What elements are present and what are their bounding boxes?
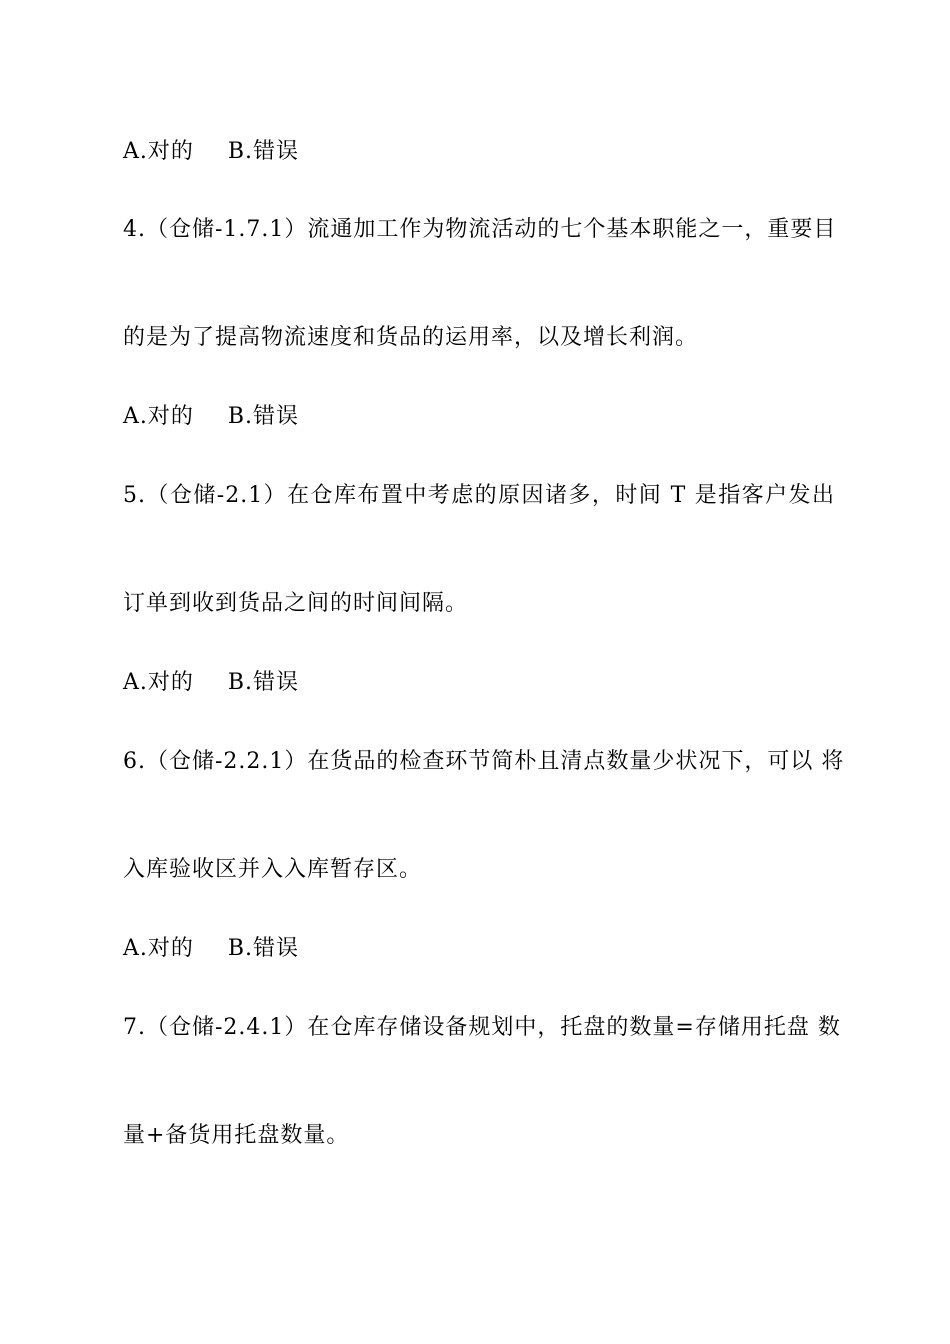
question-text xyxy=(123,748,845,776)
question-line: 的是为了提高物流速度和货品的运用率，以及增长利润。 xyxy=(123,325,699,350)
question-line: 4.（仓储-1.7.1）流通加工作为物流活动的七个基本职能之一，重要目 xyxy=(123,217,837,242)
answer-options xyxy=(123,403,299,431)
option-a: A.对的 xyxy=(123,139,194,164)
option-b: B.错误 xyxy=(227,139,300,164)
option-b: B.错误 xyxy=(227,404,300,429)
option-a: A.对的 xyxy=(123,936,194,961)
option-a: A.对的 xyxy=(123,404,194,429)
answer-options xyxy=(123,669,299,697)
option-b: B.错误 xyxy=(227,670,300,695)
question-text xyxy=(123,1014,841,1042)
question-text xyxy=(123,324,698,352)
answer-options xyxy=(123,935,299,963)
option-b: B.错误 xyxy=(227,936,300,961)
question-text xyxy=(123,590,468,618)
question-text xyxy=(123,856,422,884)
question-text xyxy=(123,482,835,510)
question-line: 订单到收到货品之间的时间间隔。 xyxy=(123,591,469,616)
question-line: 入库验收区并入入库暂存区。 xyxy=(123,857,423,882)
question-text xyxy=(123,216,835,244)
question-line: 6.（仓储-2.2.1）在货品的检查环节简朴且清点数量少状况下，可以 将 xyxy=(123,749,845,774)
question-line: 5.（仓储-2.1）在仓库布置中考虑的原因诸多，时间 T 是指客户发出 xyxy=(123,483,835,508)
option-a: A.对的 xyxy=(123,670,194,695)
question-text xyxy=(123,1122,349,1150)
question-line: 7.（仓储-2.4.1）在仓库存储设备规划中，托盘的数量=存储用托盘 数 xyxy=(123,1015,841,1040)
answer-options xyxy=(123,138,299,166)
question-line: 量+备货用托盘数量。 xyxy=(123,1123,350,1148)
